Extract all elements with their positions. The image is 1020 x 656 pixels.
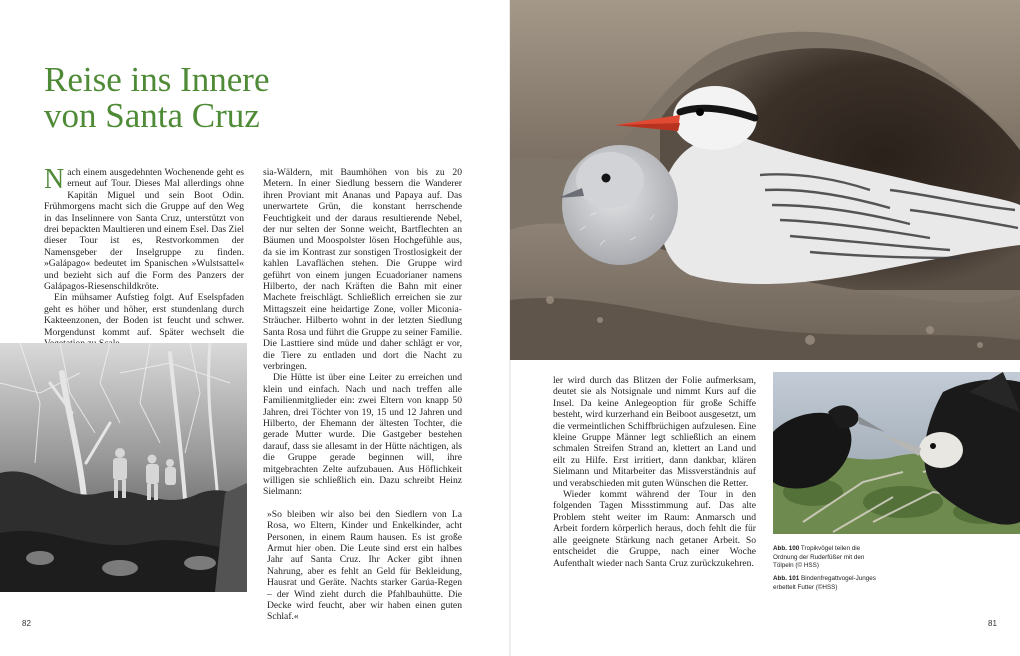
paragraph-intro: [44, 164, 244, 293]
title-line-1: Reise ins Innere: [44, 60, 270, 99]
caption-abb-101: [773, 575, 883, 592]
paragraph: Die Hütte ist über eine Leiter zu erreichen und klein und einfach. Nach und nach treffen alle Familienmitglieder ein: zwei Eltern von knapp 50 Jahren, drei Töchter von 19, 15 und 12 Jahren und Hilberto, der Ehemann der ältesten Tochter, die gerade Mutter wurde. Die Gastgeber bestehen darauf, dass sie allesamt in der Hütte nächtigen, als die Gruppe gerade beginnen will, ihre mitgebrachten Zelte aufzubauen. Aus Höflichkeit willigen sie schließlich ein. Dazu schreibt Heinz Sielmann:: [263, 372, 462, 498]
paragraph: Ein mühsamer Aufstieg folgt. Auf Eselspfaden geht es höher und höher, erst stundenlang durch Kakteenzonen, der Boden ist feucht und schwer. Morgendunst kommt auf. Später wechselt die: [44, 292, 244, 338]
text-column-3: [553, 375, 756, 569]
page-number-right: 81: [988, 619, 997, 628]
caption-text: Bindenfregattvogel-Junges erbettelt Futter (©HSS): [773, 575, 876, 591]
text-column-1: [44, 164, 244, 350]
caption-abb-100: [773, 545, 883, 571]
paragraph: ler wird durch das Blitzen der Folie aufmerksam, deutet sie als Notsignale und nimmt Kurs auf die Insel. Da keine Anlegeoption für große Schiffe besteht, wird kurzerhand ein Beiboot ausgesetzt, um die vermeintlichen Schiffbrüchigen aufzulesen. Eine kleine Gruppe Männer legt schließlich an einem schmalen Streifen Strand an, klettert an Land und eilt zu Hilfe. Erst irritiert, dann dankbar, klären Sielmann und Mitarbeiter das Missverständnis auf und verabschieden mit guten Wünschen die Retter.: [553, 375, 756, 489]
page-number-left: 82: [22, 619, 31, 628]
caption-text: Tropikvögel teilen die Ordnung der Ruderfüßer mit den Tölpeln (© HSS): [773, 545, 865, 570]
drop-cap: N: [44, 164, 65, 195]
paragraph-intro-text: ach einem ausgedehnten Wochenende geht es erneut auf Tour. Dieses Mal allerdings ohne Kapitän Miguel und sein Boot Odin. Frühmorgens macht sich die Gruppe auf den Weg in das Inselinnere von Santa Cruz, unterstützt von drei bepackten Maultieren und einem Esel. Das Ziel dieser Tour ist es, Restvorkommen der Namensgeber der Inselgruppe zu finden. »Galápago« bedeutet im Spanischen »Wulstsattel« und bezieht sich auf die Form des Panzers der Galápagos-Riesenschildkröte.: [44, 167, 244, 293]
title-line-2: von Santa Cruz: [44, 96, 260, 135]
photo-expedition-hikers: [0, 343, 247, 592]
caption-label: Abb. 100: [773, 545, 800, 552]
chapter-title: [44, 62, 344, 134]
photo-tropicbird-nest: [510, 0, 1020, 360]
caption-label: Abb. 101: [773, 575, 800, 582]
photo-frigatebirds: [773, 372, 1020, 534]
text-column-2: [263, 167, 462, 623]
quotation: »So bleiben wir also bei den Siedlern von La Rosa, wo Eltern, Kinder und Enkelkinder, acht Personen, in einem Raum hausen. Es ist große Armut hier oben. Die Leute sind erst ein halbes Jahr auf Santa Cruz. Ihr Acker gibt ihnen Nahrung, aber es fehlt an Geld für Bekleidung, Hausrat und Geräte. Nachts starker Garúa-Regen – der Wind zieht durch die Pfahlbauhütte. Die Decke wird feucht, aber wir haben einen guten Schlaf.«: [267, 508, 462, 623]
paragraph: sia-Wäldern, mit Baumhöhen von bis zu 20 Metern. In einer Siedlung bessern die Wanderer ihren Proviant mit Ananas und Papaya auf. Das unerwartete Grün, die konstant herrschende Feuchtigkeit und der daraus resultierende Nebel, der nur selten der Sonne weicht, Bartflechten an Bäumen und Moospolster lösen Hochgefühle aus, da sie im Kontrast zur sonstigen Trostlosigkeit der kahlen Lavaflächen stehen. Die Gruppe wird geführt von einem jungen Ecuadorianer namens Hilberto, der nach Kräften die Bahn mit einer Machete freischlägt. Schließlich erreichen sie zur Mittagszeit eine heidartige Zone, voller Miconia-Sträucher. Hilberto wohnt in der letzten Siedlung Santa Rosa und führt die Gruppe zu seiner Familie. Die Lasttiere sind müde und daher schlägt er vor, die Tiere zu entladen und dort die Nacht zu verbringen.: [263, 167, 462, 372]
paragraph: Wieder kommt während der Tour in den folgenden Tagen Missstimmung auf. Das alte Problem steht weiter im Raum: Anmarsch und Arbeit fordern körperlich heraus, doch fehlt die für alle geeignete Stärkung nach getaner Arbeit. So entscheidet die Gruppe, nach einer Woche Aufenthalt wieder nach Santa Cruz zurückzukehren.: [553, 489, 756, 569]
